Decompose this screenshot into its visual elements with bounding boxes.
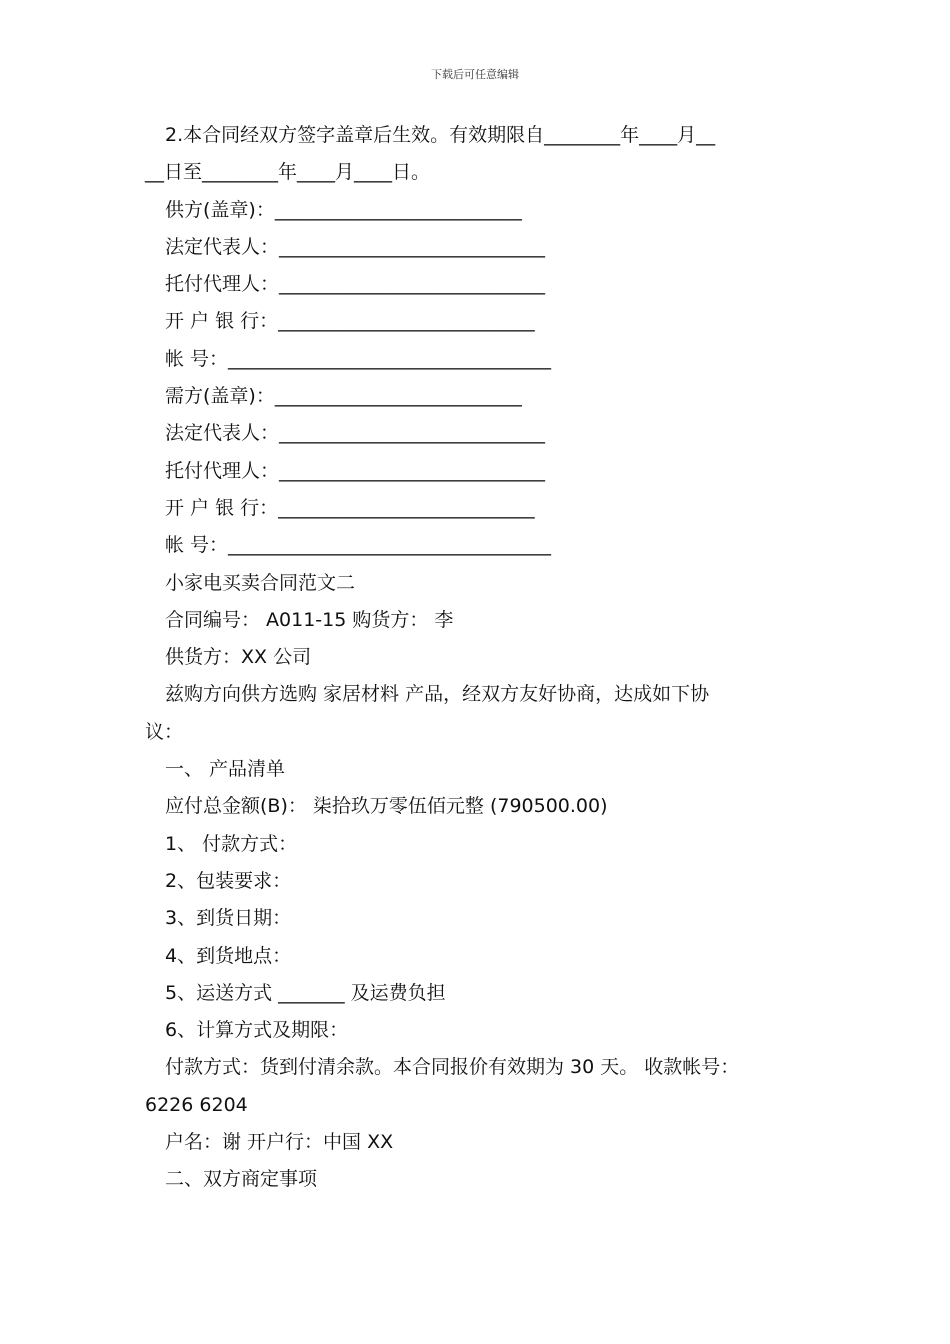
buyer-seal-field: 需方(盖章)：__________________________ xyxy=(165,385,522,408)
document-body xyxy=(145,117,810,1199)
section-title: 小家电买卖合同范文二 xyxy=(165,571,356,594)
delivery-location-item: 4、到货地点： xyxy=(165,944,292,967)
agreement-paragraph: 兹购方向供方选购 家居材料 产品，经双方友好协商，达成如下协 xyxy=(165,683,710,706)
buyer-legal-representative-field: 法定代表人：____________________________ xyxy=(165,422,546,445)
supplier-legal-representative-field: 法定代表人：____________________________ xyxy=(165,235,546,258)
account-number-line: 6226 6204 xyxy=(145,1093,248,1116)
payment-terms-paragraph: 付款方式：货到付清余款。本合同报价有效期为 30 天。 收款帐号： xyxy=(165,1056,740,1079)
buyer-account-field: 帐 号：__________________________________ xyxy=(165,534,552,557)
shipping-method-item: 5、运送方式 _______ 及运费负担 xyxy=(165,981,446,1004)
packaging-item: 2、包装要求： xyxy=(165,869,292,892)
contract-number-line: 合同编号： A011-15 购货方： 李 xyxy=(165,608,454,631)
supplier-name-line: 供货方：XX 公司 xyxy=(165,646,312,669)
validity-clause-line: 2.本合同经双方签字盖章后生效。有效期限自________年____月__ xyxy=(165,124,716,146)
account-holder-line: 户名：谢 开户行：中国 XX xyxy=(165,1131,394,1154)
supplier-account-field: 帐 号：__________________________________ xyxy=(165,347,552,370)
buyer-bank-field: 开 户 银 行：___________________________ xyxy=(165,496,535,519)
page-header: 下载后可任意编辑 xyxy=(431,68,519,81)
calculation-method-item: 6、计算方式及期限： xyxy=(165,1019,349,1042)
buyer-authorized-agent-field: 托付代理人：____________________________ xyxy=(165,459,546,482)
agreed-matters-heading: 二、双方商定事项 xyxy=(165,1168,318,1191)
agreement-paragraph-continuation: 议： xyxy=(145,720,184,743)
supplier-authorized-agent-field: 托付代理人：____________________________ xyxy=(165,273,546,296)
product-list-heading: 一、 产品清单 xyxy=(165,758,286,781)
validity-clause-continuation: __日至________年____月____日。 xyxy=(145,161,431,184)
supplier-bank-field: 开 户 银 行：___________________________ xyxy=(165,310,535,333)
delivery-date-item: 3、到货日期： xyxy=(165,907,292,930)
supplier-seal-field: 供方(盖章)：__________________________ xyxy=(165,198,522,221)
total-amount-line: 应付总金额(B)： 柒拾玖万零伍佰元整 (790500.00) xyxy=(165,795,608,818)
payment-method-item: 1、 付款方式： xyxy=(165,832,298,855)
